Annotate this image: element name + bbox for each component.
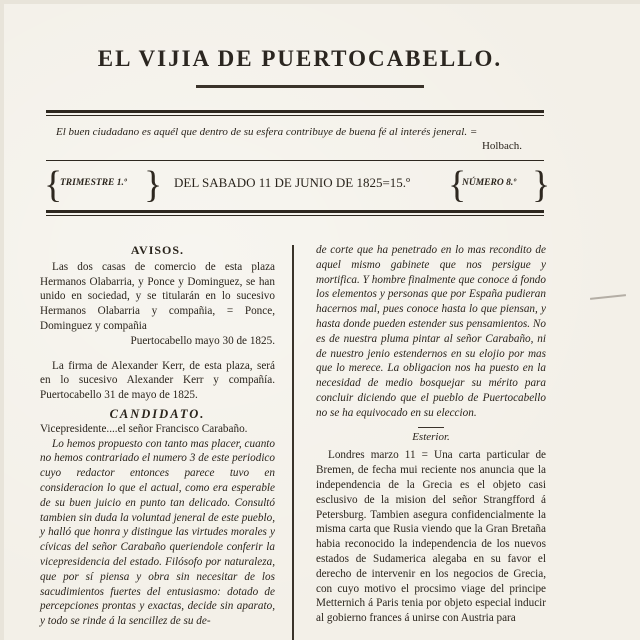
dateline: [44, 164, 551, 209]
dateline-bottom-rule: [46, 210, 544, 216]
trimestre-label: TRIMESTRE 1.º: [60, 178, 127, 188]
candidato-heading: CANDIDATO.: [109, 406, 206, 421]
section-rule: [418, 427, 444, 428]
motto-text: El buen ciudadano es aquél que dentro de su esfera contribuye de buena fé al interés jeneral. =: [56, 126, 478, 138]
masthead-rule: [196, 85, 424, 88]
masthead-title: EL VIJIA DE PUERTOCABELLO.: [97, 46, 503, 71]
right-brace-close: }: [532, 164, 551, 206]
column-divider: [292, 245, 294, 640]
issue-number: NÚMERO 8.º: [462, 178, 517, 188]
avisos-heading: AVISOS.: [130, 243, 185, 257]
candidato-line: Vicepresidente....el señor Francisco Carabaño.: [40, 422, 248, 435]
candidato-body: Lo hemos propuesto con tanto mas placer, cuanto no hemos contrariado el numero 3 de este periodico cuyo redactor entonces parece tuvo en consideracion lo que el actual, como era esperable de su buen juicio en punto tan delicado. Consultó tambien sin duda la voluntad jeneral de este pueblo, y halló que honra y distingue las virtudes morales y cívicas del señor Carabaño queriendole conferir la vicepresidencia del estado. Filósofo por naturaleza, que por sí piensa y obra sin necesitar de los sacudimientos fuertes del entusiasmo: dotado de percepciones prontas y exactas, decide sin aparato, y todo se rinde á la sencillez de su de-: [40, 437, 275, 628]
dateline-top-rule: [46, 160, 544, 161]
issue-date: DEL SABADO 11 DE JUNIO DE 1825=15.º: [174, 175, 411, 190]
left-brace-open: {: [44, 164, 63, 206]
motto: [56, 125, 546, 153]
avisos-paragraph-2: La firma de Alexander Kerr, de esta plaza, será en lo sucesivo Alexander Kerr y compañía. Puertocabello 31 de mayo de 1825.: [40, 359, 275, 402]
right-brace-open: {: [448, 164, 467, 206]
left-column: [40, 243, 275, 629]
exterior-heading: Esterior.: [412, 430, 450, 443]
right-paragraph-1: de corte que ha penetrado en lo mas recondito de aquel mismo gabinete que nos persigue y mortifica. Y hombre finalmente que conoce á fondo los elementos y personas que por España pudieran hacernos mal, pues conoce hasta lo que piensan, y hasta donde pueden estender sus pensamientos. No es de nuestra pluma pintar al señor Carabaño, ni de nuestro jenio estendernos en su elojio por mas que lo merece. La obligacion nos ha puesto en la necesidad de medio bosquejar su mérito para concluir diciendo que el pueblo de Puertocabello no se ha equivocado en su eleccion.: [316, 244, 546, 419]
avisos-paragraph-1: Las dos casas de comercio de esta plaza Hermanos Olabarria, y Ponce y Dominguez, se han unido en sociedad, y se titularán en lo sucesivo Hermanos Olabarria y compañia, = Ponce, Dominguez y compañia: [40, 260, 275, 332]
top-double-rule: [46, 110, 544, 116]
left-brace-close: }: [144, 164, 163, 206]
right-column: [316, 243, 546, 626]
right-paragraph-2: Londres marzo 11 = Una carta particular de Bremen, de fecha mui reciente nos anuncia que la independencia de la Grecia es el objeto casi esclusivo de la mision del señor Strangfford á Petersburg. Tambien asegura confidencialmente la misma carta que Rusia viendo que la Gran Bretaña habia reconocido la independencia de los nuevos estados de Sudamerica alegaba en su favor el derecho de intervenir en los negocios de Grecia, con cuyo motivo el procsimo viage del principe Metternich á Paris tenia por objeto especial inducir al gobierno frances á unirse con Austria para: [316, 449, 546, 625]
motto-author: Holbach.: [481, 140, 522, 152]
avisos-paragraph-1-sign: Puertocabello mayo 30 de 1825.: [130, 334, 275, 347]
